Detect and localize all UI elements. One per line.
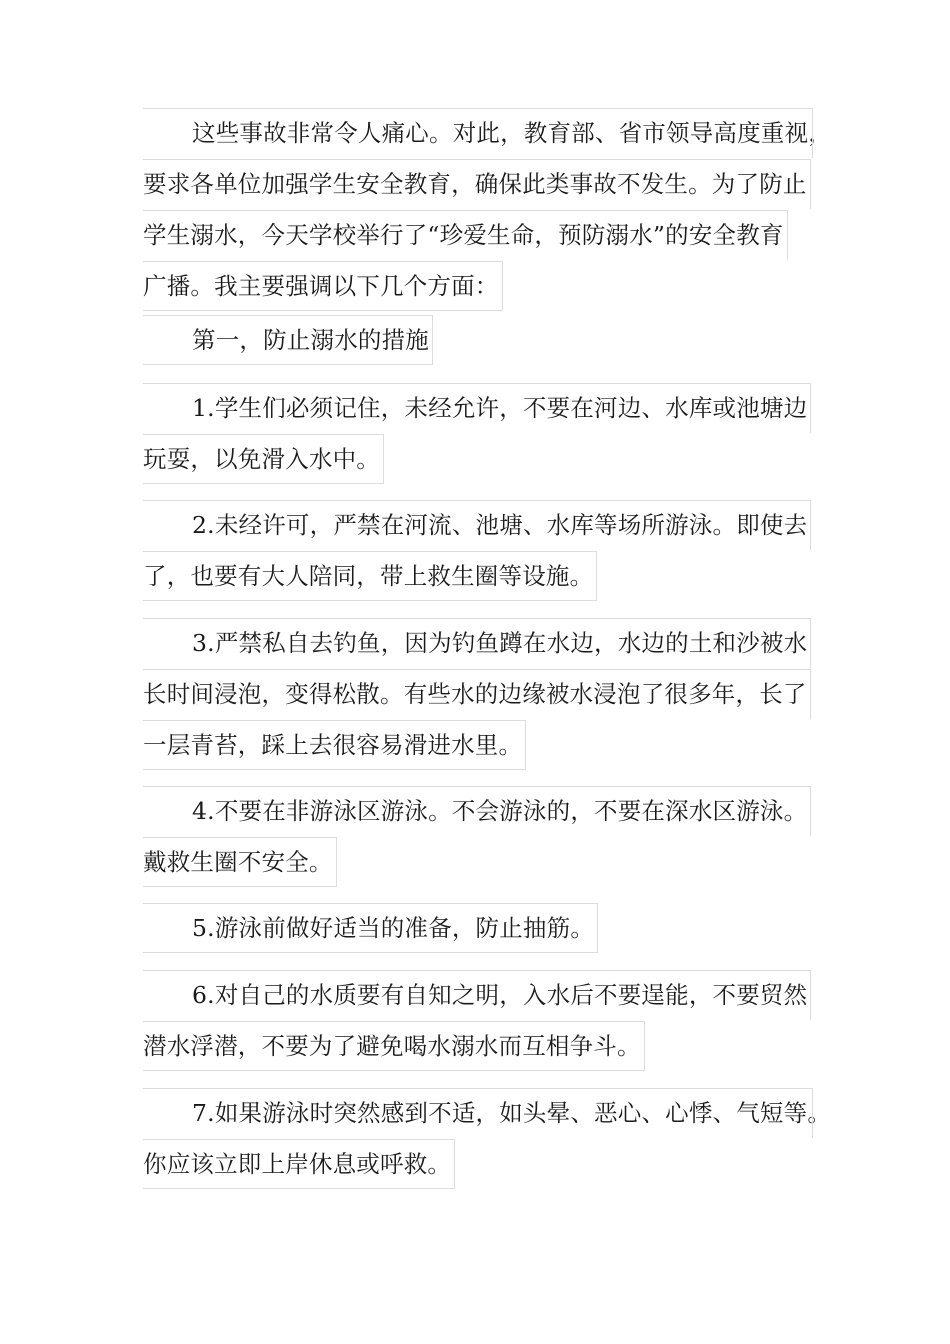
- paragraph-item-4: [143, 786, 813, 888]
- text-line: [143, 500, 813, 551]
- text-line: [143, 903, 813, 954]
- text-line: [143, 786, 813, 837]
- paragraph-item-7: [143, 1088, 832, 1190]
- line-text: 第一，防止溺水的措施: [192, 326, 429, 354]
- paragraph-heading-1: [143, 315, 813, 366]
- line-text: 6.对自己的水质要有自知之明，入水后不要逞能，不要贸然: [192, 981, 808, 1009]
- line-text: 戴救生圈不安全。: [143, 848, 333, 876]
- line-text: 潜水浮潜，不要为了避免喝水溺水而互相争斗。: [143, 1032, 641, 1060]
- line-text: 你应该立即上岸休息或呼救。: [143, 1150, 452, 1178]
- paragraph-item-1: [143, 383, 813, 485]
- line-text: 要求各单位加强学生安全教育，确保此类事故不发生。为了防止: [143, 170, 807, 198]
- text-line: [143, 970, 813, 1021]
- text-line: [143, 434, 813, 485]
- text-line: [143, 108, 832, 159]
- text-line: [143, 1021, 813, 1072]
- text-line: [143, 669, 813, 720]
- line-text: 1.学生们必须记住，未经允许，不要在河边、水库或池塘边: [192, 394, 808, 422]
- paragraph-intro: [143, 108, 832, 312]
- text-line: [143, 1139, 813, 1190]
- line-text: 长时间浸泡，变得松散。有些水的边缘被水浸泡了很多年，长了: [143, 680, 807, 708]
- text-line: [143, 261, 813, 312]
- section-heading: [143, 315, 813, 366]
- line-text: 学生溺水，今天学校举行了“珍爱生命，预防溺水”的安全教育: [143, 221, 784, 249]
- line-text: 7.如果游泳时突然感到不适，如头晕、恶心、心悸、气短等。: [192, 1099, 832, 1127]
- text-line: [143, 1088, 832, 1139]
- line-text: 广播。我主要强调以下几个方面：: [143, 272, 499, 300]
- paragraph-item-2: [143, 500, 813, 602]
- line-text: 2.未经许可，严禁在河流、池塘、水库等场所游泳。即使去: [192, 511, 808, 539]
- text-line: [143, 720, 813, 771]
- text-line: [143, 210, 813, 261]
- text-line: [143, 618, 813, 669]
- line-text: 这些事故非常令人痛心。对此，教育部、省市领导高度重视，: [192, 119, 832, 147]
- line-text: 5.游泳前做好适当的准备，防止抽筋。: [192, 914, 595, 942]
- line-text: 4.不要在非游泳区游泳。不会游泳的，不要在深水区游泳。: [192, 797, 808, 825]
- paragraph-item-6: [143, 970, 813, 1072]
- text-line: [143, 159, 813, 210]
- text-line: [143, 551, 813, 602]
- text-line: [143, 837, 813, 888]
- line-text: 玩耍，以免滑入水中。: [143, 445, 380, 473]
- text-line: [143, 383, 813, 434]
- line-text: 了，也要有大人陪同，带上救生圈等设施。: [143, 562, 594, 590]
- line-text: 3.严禁私自去钓鱼，因为钓鱼蹲在水边，水边的土和沙被水: [192, 629, 808, 657]
- line-text: 一层青苔，踩上去很容易滑进水里。: [143, 731, 523, 759]
- paragraph-item-3: [143, 618, 813, 771]
- paragraph-item-5: [143, 903, 813, 954]
